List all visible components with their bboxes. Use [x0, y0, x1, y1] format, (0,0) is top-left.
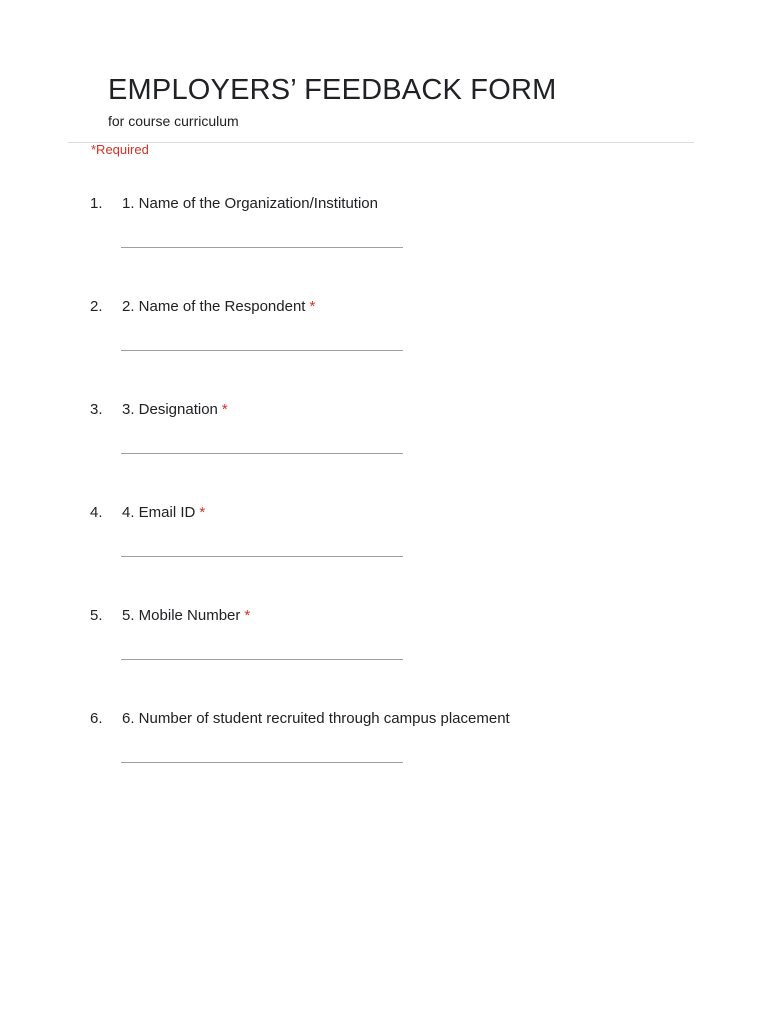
form-subtitle: for course curriculum: [108, 113, 239, 129]
question-label: [122, 710, 510, 727]
question-respondent: [0, 298, 768, 388]
question-label: [122, 298, 315, 315]
question-label: [122, 401, 228, 418]
question-label-text: 4. Email ID: [122, 504, 196, 521]
question-label-text: 6. Number of student recruited through campus placement: [122, 710, 510, 727]
designation-input[interactable]: [121, 439, 403, 454]
question-label-text: 5. Mobile Number: [122, 607, 241, 624]
question-number: 3.: [90, 401, 103, 418]
required-asterisk: *: [199, 504, 206, 521]
question-students-recruited: [0, 710, 768, 800]
question-number: 4.: [90, 504, 103, 521]
question-number: 1.: [90, 195, 103, 212]
question-number: 2.: [90, 298, 103, 315]
question-number: 5.: [90, 607, 103, 624]
question-organization: [0, 195, 768, 285]
required-asterisk: *: [244, 607, 251, 624]
mobile-input[interactable]: [121, 645, 403, 660]
header-divider: [68, 142, 694, 143]
question-label-text: 1. Name of the Organization/Institution: [122, 195, 378, 212]
required-asterisk: *: [309, 298, 316, 315]
question-label-text: 2. Name of the Respondent: [122, 298, 306, 315]
students-recruited-input[interactable]: [121, 748, 403, 763]
question-label: [122, 504, 205, 521]
question-number: 6.: [90, 710, 103, 727]
question-label: [122, 607, 250, 624]
organization-input[interactable]: [121, 233, 403, 248]
form-title: EMPLOYERS’ FEEDBACK FORM: [108, 74, 557, 106]
question-email: [0, 504, 768, 594]
required-asterisk: *: [221, 401, 228, 418]
email-input[interactable]: [121, 542, 403, 557]
question-mobile: [0, 607, 768, 697]
question-designation: [0, 401, 768, 491]
required-note: *Required: [91, 142, 149, 157]
question-label-text: 3. Designation: [122, 401, 218, 418]
question-label: [122, 195, 378, 212]
respondent-name-input[interactable]: [121, 336, 403, 351]
